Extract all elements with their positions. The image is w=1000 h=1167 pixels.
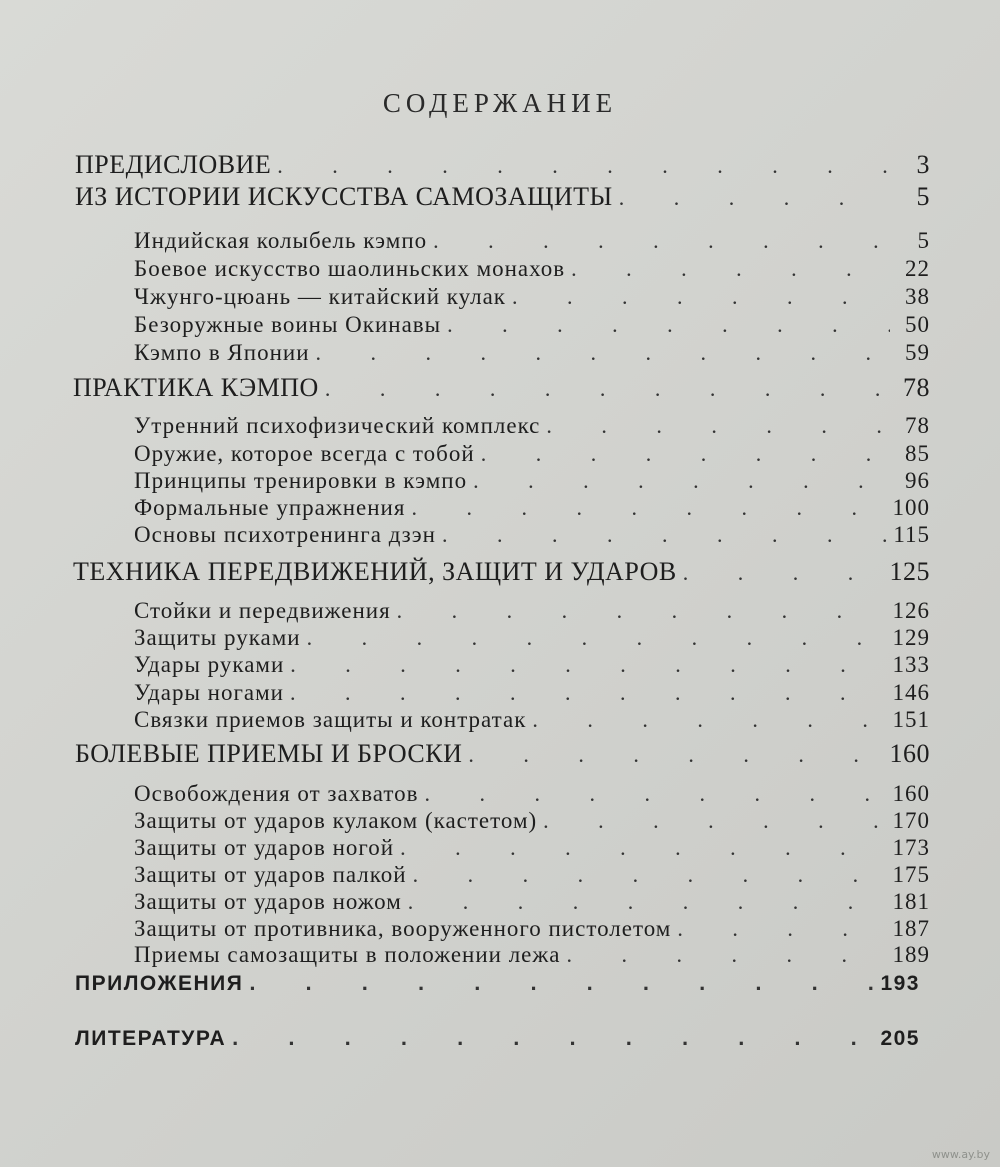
entry-page: 205 — [880, 1027, 920, 1050]
leader-dots — [290, 680, 887, 706]
toc-entry-section — [134, 495, 930, 521]
leader-dots — [619, 185, 890, 211]
entry-label: Утренний психофизический комплекс — [134, 413, 541, 438]
toc-entry-section — [134, 781, 930, 807]
entry-label: ТЕХНИКА ПЕРЕДВИЖЕНИЙ, ЗАЩИТ И УДАРОВ — [73, 557, 677, 586]
entry-label: Оружие, которое всегда с тобой — [134, 441, 475, 466]
leader-dots — [543, 808, 886, 834]
entry-label: Удары ногами — [134, 680, 284, 705]
leader-dots — [411, 495, 886, 521]
toc-entry-section — [134, 835, 930, 861]
entry-label: Защиты от противника, вооруженного пистолетом — [134, 916, 672, 941]
leader-dots — [566, 942, 886, 968]
leader-dots — [683, 560, 884, 586]
toc-entry-literature — [75, 1025, 920, 1051]
entry-label: Защиты от ударов ногой — [134, 835, 395, 860]
leader-dots — [232, 1025, 874, 1051]
entry-page: 175 — [892, 862, 930, 887]
entry-page: 125 — [889, 557, 930, 586]
toc-entry-section — [134, 598, 930, 624]
entry-page: 5 — [916, 182, 930, 211]
entry-label: БОЛЕВЫЕ ПРИЕМЫ И БРОСКИ — [75, 739, 463, 768]
entry-page: 5 — [917, 228, 930, 253]
toc-entry-chapter — [75, 182, 930, 212]
leader-dots — [316, 340, 890, 366]
entry-page: 160 — [892, 781, 930, 806]
toc-entry-section — [134, 340, 930, 366]
entry-page: 96 — [905, 468, 930, 493]
leader-dots — [249, 970, 874, 996]
toc-entry-section — [134, 808, 930, 834]
leader-dots — [442, 522, 887, 548]
entry-page: 22 — [905, 256, 930, 281]
leader-dots — [468, 742, 883, 768]
entry-label: Защиты руками — [134, 625, 301, 650]
entry-page: 78 — [903, 373, 930, 402]
toc-entry-chapter — [73, 373, 930, 403]
entry-page: 173 — [892, 835, 930, 860]
entry-page: 146 — [892, 680, 930, 705]
toc-entry-section — [134, 312, 930, 338]
leader-dots — [677, 916, 886, 942]
entry-page: 100 — [892, 495, 930, 520]
leader-dots — [481, 441, 890, 467]
leader-dots — [400, 835, 886, 861]
leader-dots — [424, 781, 886, 807]
entry-label: ЛИТЕРАТУРА — [75, 1027, 227, 1050]
leader-dots — [277, 153, 890, 179]
entry-label: Чжунго-цюань — китайский кулак — [134, 284, 506, 309]
entry-page: 181 — [892, 889, 930, 914]
leader-dots — [307, 625, 887, 651]
leader-dots — [290, 652, 886, 678]
entry-page: 59 — [905, 340, 930, 365]
toc-entry-section — [134, 862, 930, 888]
entry-label: Защиты от ударов палкой — [134, 862, 407, 887]
entry-label: Освобождения от захватов — [134, 781, 419, 806]
leader-dots — [413, 862, 887, 888]
entry-label: Кэмпо в Японии — [134, 340, 310, 365]
toc-entry-section — [134, 625, 930, 651]
toc-title: СОДЕРЖАНИЕ — [382, 88, 618, 118]
entry-page: 170 — [892, 808, 930, 833]
entry-page: 187 — [892, 916, 930, 941]
entry-label: Связки приемов защиты и контратак — [134, 707, 527, 732]
leader-dots — [433, 228, 890, 254]
entry-label: Защиты от ударов кулаком (кастетом) — [134, 808, 538, 833]
toc-entry-section — [134, 441, 930, 467]
toc-entry-section — [134, 889, 930, 915]
entry-label: Боевое искусство шаолиньских монахов — [134, 256, 566, 281]
leader-dots — [512, 284, 890, 310]
entry-label: Формальные упражнения — [134, 495, 406, 520]
toc-entry-chapter — [75, 150, 930, 180]
toc-entry-section — [134, 707, 930, 733]
entry-label: Защиты от ударов ножом — [134, 889, 402, 914]
entry-page: 50 — [905, 312, 930, 337]
leader-dots — [408, 889, 887, 915]
entry-label: Удары руками — [134, 652, 285, 677]
toc-entry-section — [134, 522, 930, 548]
leader-dots — [397, 598, 887, 624]
entry-label: Безоружные воины Окинавы — [134, 312, 442, 337]
entry-page: 151 — [892, 707, 930, 732]
leader-dots — [546, 413, 890, 439]
watermark: www.ay.by — [931, 1148, 990, 1161]
entry-label: ПРАКТИКА КЭМПО — [73, 373, 319, 402]
entry-label: ПРЕДИСЛОВИЕ — [75, 150, 272, 179]
entry-page: 126 — [892, 598, 930, 623]
toc-entry-section — [134, 228, 930, 254]
leader-dots — [325, 376, 890, 402]
toc-entry-chapter — [73, 557, 930, 587]
toc-entry-section — [134, 916, 930, 942]
toc-entry-chapter — [75, 739, 930, 769]
leader-dots — [571, 256, 890, 282]
entry-page: 38 — [905, 284, 930, 309]
entry-label: Основы психотренинга дзэн — [134, 522, 436, 547]
entry-label: Приемы самозащиты в положении лежа — [134, 942, 561, 967]
leader-dots — [473, 468, 890, 494]
entry-label: Принципы тренировки в кэмпо — [134, 468, 468, 493]
toc-entry-section — [134, 413, 930, 439]
toc-entry-appendix — [75, 970, 920, 996]
entry-page: 189 — [892, 942, 930, 967]
leader-dots — [447, 312, 890, 338]
entry-page: 160 — [889, 739, 930, 768]
entry-label: Индийская колыбель кэмпо — [134, 228, 428, 253]
toc-entry-section — [134, 284, 930, 310]
toc-entry-section — [134, 942, 930, 968]
entry-page: 193 — [880, 972, 920, 995]
entry-page: 3 — [916, 150, 930, 179]
toc-entry-section — [134, 256, 930, 282]
entry-label: ПРИЛОЖЕНИЯ — [75, 972, 244, 995]
entry-page: 78 — [905, 413, 930, 438]
entry-page: 133 — [892, 652, 930, 677]
entry-label: Стойки и передвижения — [134, 598, 391, 623]
toc-entry-section — [134, 468, 930, 494]
entry-label: ИЗ ИСТОРИИ ИСКУССТВА САМОЗАЩИТЫ — [75, 182, 613, 211]
entry-page: 115 — [893, 522, 930, 547]
toc-entry-section — [134, 652, 930, 678]
entry-page: 85 — [905, 441, 930, 466]
entry-page: 129 — [892, 625, 930, 650]
leader-dots — [532, 707, 886, 733]
toc-entry-section — [134, 680, 930, 706]
